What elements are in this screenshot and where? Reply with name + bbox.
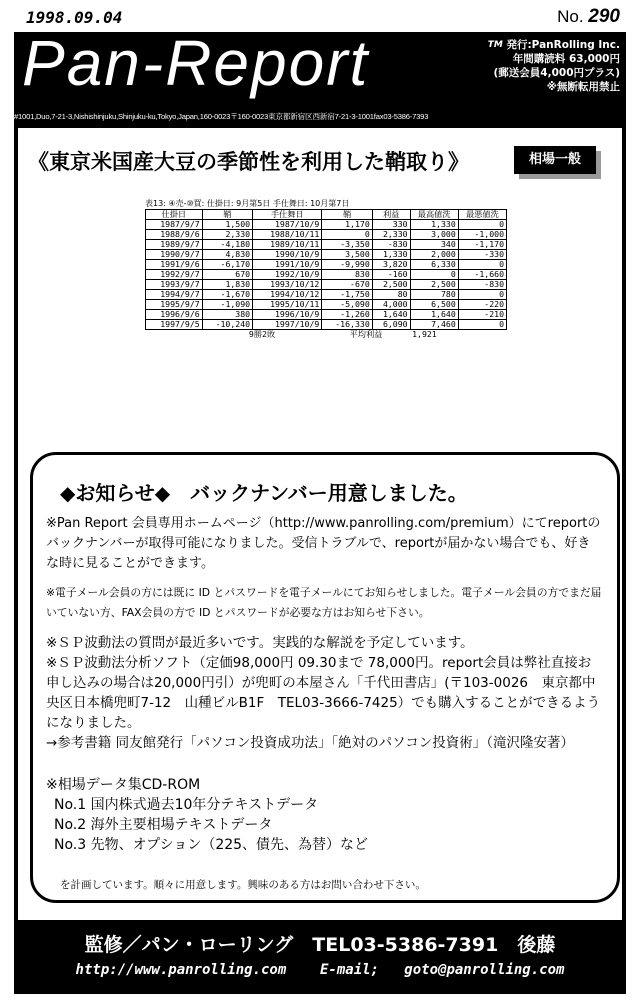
table-caption: 表13: ④売-⑩買: 仕掛日: 9月第5日 手仕舞日: 10月第7日 bbox=[145, 199, 350, 208]
table-cell: 1988/9/6 bbox=[146, 230, 203, 240]
table-row bbox=[146, 220, 507, 230]
table-cell: -830 bbox=[372, 240, 410, 250]
table-cell: 1989/10/11 bbox=[253, 240, 322, 250]
table-cell: -220 bbox=[458, 300, 506, 310]
table-cell: 2,500 bbox=[372, 280, 410, 290]
col-exit-spread: 鞘 bbox=[322, 210, 372, 220]
category-badge: 相場一般 bbox=[514, 146, 596, 174]
cdrom-item: No.2 海外主要相場テキストデータ bbox=[54, 817, 273, 833]
table-cell: -670 bbox=[322, 280, 372, 290]
table-cell: 1994/9/7 bbox=[146, 290, 203, 300]
masthead bbox=[14, 27, 626, 128]
table-cell: 1990/9/7 bbox=[146, 250, 203, 260]
table-cell: 1,330 bbox=[410, 220, 458, 230]
pan-report-logo: Pan-Report bbox=[22, 27, 370, 99]
table-cell: -160 bbox=[372, 270, 410, 280]
table-row bbox=[146, 260, 507, 270]
table-cell: 80 bbox=[372, 290, 410, 300]
table-cell: 1996/9/6 bbox=[146, 310, 203, 320]
table-cell: 7,460 bbox=[410, 320, 458, 330]
footer bbox=[14, 924, 626, 994]
table-cell: 1996/10/9 bbox=[253, 310, 322, 320]
table-cell: -1,090 bbox=[202, 300, 252, 310]
copy-prohibited-note: ※無断転用禁止 bbox=[546, 81, 620, 93]
footer-contact: 監修／パン・ローリング TEL03-5386-7391 後藤 bbox=[84, 934, 556, 956]
table-cell: 3,820 bbox=[372, 260, 410, 270]
table-cell: 1,640 bbox=[410, 310, 458, 320]
table-cell: 2,330 bbox=[202, 230, 252, 240]
table-cell: 0 bbox=[458, 290, 506, 300]
table-cell: 1991/10/9 bbox=[253, 260, 322, 270]
table-cell: -4,180 bbox=[202, 240, 252, 250]
address-line: #1001,Duo,7-21-3,Nishishinjuku,Shinjuku-ku,Tokyo,Japan,160-0023〒160-0023東京都新宿区西新宿7-21-3-1001fax03-5386-7393 bbox=[14, 112, 429, 121]
table-cell: 3,000 bbox=[410, 230, 458, 240]
table-row bbox=[146, 310, 507, 320]
table-cell: 340 bbox=[410, 240, 458, 250]
sp-wave-software: ※ＳＰ波動法分析ソフト（定価98,000円 09.30まで 78,000円。report会員は弊社直接お申し込みの場合は20,000円引）が兜町の本屋さん「千代田書店」(〒103-0026 東京都中央区日本橋兜町7-12 山種ビルB1F TEL03-3666-7425）でも購入することができるようになりました。 bbox=[46, 655, 601, 731]
table-cell: 6,090 bbox=[372, 320, 410, 330]
table-row bbox=[146, 270, 507, 280]
col-entry-spread: 鞘 bbox=[202, 210, 252, 220]
table-cell: -1,170 bbox=[458, 240, 506, 250]
table-cell: -1,260 bbox=[322, 310, 372, 320]
table-cell: 1987/9/7 bbox=[146, 220, 203, 230]
email-link[interactable]: goto@panrolling.com bbox=[404, 962, 565, 978]
table-cell: 380 bbox=[202, 310, 252, 320]
table-cell: 1992/9/7 bbox=[146, 270, 203, 280]
col-profit: 利益 bbox=[372, 210, 410, 220]
table-summary-row bbox=[146, 330, 507, 340]
table-cell: 4,830 bbox=[202, 250, 252, 260]
average-profit-label: 平均利益 bbox=[349, 329, 383, 339]
spread-table bbox=[145, 209, 507, 339]
notice-title: ◆お知らせ◆ バックナンバー用意しました。 bbox=[60, 481, 468, 505]
postage-note: (郵送会員4,000円プラス) bbox=[493, 67, 620, 79]
table-cell: 1995/10/11 bbox=[253, 300, 322, 310]
table-cell: 0 bbox=[322, 230, 372, 240]
table-cell: -16,330 bbox=[322, 320, 372, 330]
table-cell: 1994/10/12 bbox=[253, 290, 322, 300]
table-row bbox=[146, 240, 507, 250]
publisher: 発行:PanRolling Inc. bbox=[506, 39, 620, 51]
table-row bbox=[146, 300, 507, 310]
table-cell: 780 bbox=[410, 290, 458, 300]
table-cell: 1,330 bbox=[372, 250, 410, 260]
table-cell: 2,330 bbox=[372, 230, 410, 240]
issue-number-value: 290 bbox=[588, 6, 620, 27]
col-entry-date: 仕掛日 bbox=[146, 210, 203, 220]
table-cell: -9,990 bbox=[322, 260, 372, 270]
table-cell: 2,000 bbox=[410, 250, 458, 260]
email-label: E-mail; bbox=[319, 962, 379, 978]
cdrom-item: No.1 国内株式過去10年分テキストデータ bbox=[54, 797, 319, 813]
table-cell: -830 bbox=[458, 280, 506, 290]
table-row bbox=[146, 230, 507, 240]
sp-wave-question: ※ＳＰ波動法の質問が最近多いです。実践的な解説を予定しています。 bbox=[46, 635, 474, 651]
table-cell: 830 bbox=[322, 270, 372, 280]
table-cell: 2,500 bbox=[410, 280, 458, 290]
table-header-row bbox=[146, 210, 507, 220]
col-max-gain: 最高値洗 bbox=[410, 210, 458, 220]
table-cell: 1,170 bbox=[322, 220, 372, 230]
table-cell: 1991/9/6 bbox=[146, 260, 203, 270]
data-table-wrapper bbox=[145, 199, 507, 339]
article-title: 《東京米国産大豆の季節性を利用した鞘取り》 bbox=[28, 150, 469, 174]
table-cell: 6,500 bbox=[410, 300, 458, 310]
table-cell: 1,830 bbox=[202, 280, 252, 290]
table-cell: -5,090 bbox=[322, 300, 372, 310]
backnumber-paragraph: ※Pan Report 会員専用ホームページ（http://www.panrolling.com/premium）にてreportのバックナンバーが取得可能になりました。受信トラブルで、reportが届かない場合でも、好きな時に見ることができます。 bbox=[46, 516, 601, 571]
website-link[interactable]: http://www.panrolling.com bbox=[75, 962, 287, 978]
table-cell: -1,670 bbox=[202, 290, 252, 300]
table-cell: 3,500 bbox=[322, 250, 372, 260]
win-loss-record: 9勝2敗 bbox=[248, 329, 276, 339]
issue-prefix: No. bbox=[557, 7, 584, 26]
table-cell: 1995/9/7 bbox=[146, 300, 203, 310]
table-row bbox=[146, 280, 507, 290]
publisher-info bbox=[488, 38, 620, 94]
reference-books: →参考書籍 同友館発行「パソコン投資成功法」「絶対のパソコン投資術」（滝沢隆安著） bbox=[46, 735, 575, 751]
table-cell: 1993/10/12 bbox=[253, 280, 322, 290]
table-cell: 670 bbox=[202, 270, 252, 280]
table-cell: 1987/10/9 bbox=[253, 220, 322, 230]
issue-number bbox=[557, 6, 620, 28]
cdrom-section bbox=[46, 775, 602, 855]
table-cell: 1993/9/7 bbox=[146, 280, 203, 290]
table-cell: 0 bbox=[458, 320, 506, 330]
table-cell: -1,750 bbox=[322, 290, 372, 300]
footer-links bbox=[14, 962, 626, 978]
table-cell: 1,640 bbox=[372, 310, 410, 320]
cdrom-item: No.3 先物、オプション（225、債先、為替）など bbox=[54, 837, 369, 853]
table-cell: -1,660 bbox=[458, 270, 506, 280]
table-cell: 4,000 bbox=[372, 300, 410, 310]
subscription-price: 年間購読料 63,000円 bbox=[512, 53, 620, 65]
trademark-mark: TM bbox=[487, 40, 503, 50]
table-cell: 0 bbox=[410, 270, 458, 280]
col-max-loss: 最悪値洗 bbox=[458, 210, 506, 220]
table-cell: 6,330 bbox=[410, 260, 458, 270]
table-row bbox=[146, 250, 507, 260]
col-exit-date: 手仕舞日 bbox=[253, 210, 322, 220]
table-cell: -6,170 bbox=[202, 260, 252, 270]
table-cell: 1990/10/9 bbox=[253, 250, 322, 260]
table-cell: 1997/10/9 bbox=[253, 320, 322, 330]
table-row bbox=[146, 320, 507, 330]
table-cell: 1,500 bbox=[202, 220, 252, 230]
average-profit-value: 1,921 bbox=[412, 329, 437, 339]
table-cell: 1992/10/9 bbox=[253, 270, 322, 280]
table-cell: 1997/9/5 bbox=[146, 320, 203, 330]
table-cell: -210 bbox=[458, 310, 506, 320]
sp-wave-section bbox=[46, 633, 602, 753]
issue-date: 1998.09.04 bbox=[26, 8, 123, 27]
article-header bbox=[22, 146, 610, 186]
cdrom-title: ※相場データ集CD-ROM bbox=[46, 777, 201, 793]
table-cell: 330 bbox=[372, 220, 410, 230]
password-paragraph: ※電子メール会員の方には既に ID とパスワードを電子メールにてお知らせしました。電子メール会員の方でまだ届いていない方、FAX会員の方で ID とパスワードが必要な方はお知らせ下さい。 bbox=[46, 586, 602, 619]
table-row bbox=[146, 290, 507, 300]
table-cell: 0 bbox=[458, 220, 506, 230]
table-cell: 1988/10/11 bbox=[253, 230, 322, 240]
table-cell: -1,000 bbox=[458, 230, 506, 240]
table-cell: -3,350 bbox=[322, 240, 372, 250]
table-cell: 1989/9/7 bbox=[146, 240, 203, 250]
table-cell: 0 bbox=[458, 260, 506, 270]
table-cell: -330 bbox=[458, 250, 506, 260]
planning-note: を計画しています。順々に用意します。興味のある方はお問い合わせ下さい。 bbox=[60, 879, 426, 891]
table-cell: -10,240 bbox=[202, 320, 252, 330]
